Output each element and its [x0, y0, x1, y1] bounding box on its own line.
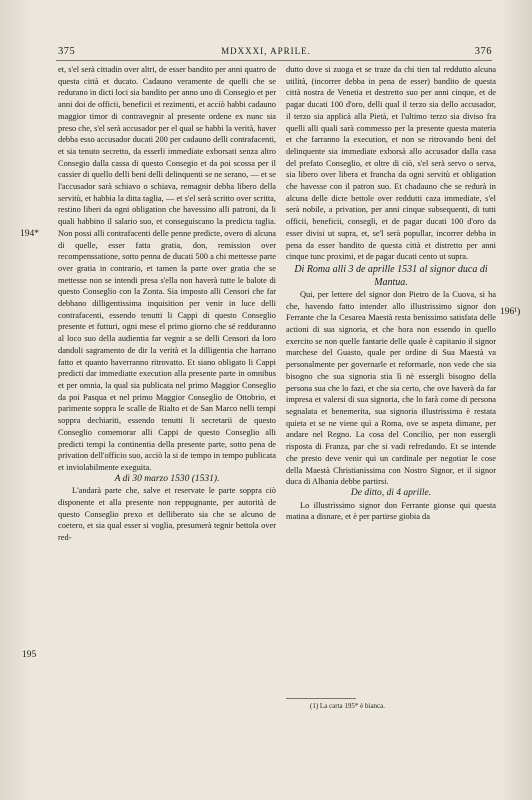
- left-page-number: 375: [58, 46, 76, 57]
- right-page-number: 376: [474, 46, 492, 57]
- right-paragraph-2: Qui, per lettere del signor don Pietro de la Cuova, si ha che, havendo fatto intender allo illustrissimo signor don Ferrante che la Cesarea Maestà resta benissimo satisfata delle actioni di sua signoria, et che hora non essendo in quello exercito se non quelle fantarie delle quale è capitanio il signor marchese del Guasto, quale per ordine di Sua Maestà va personalmente per governarle et reformarle, non vede che sia bisogno che sua signoria stia lì nè essergli bisogno della persona sua che lo fazi, et che sia certo, che ove haverà da far impresa et valersi di sua signoria, che lo farà come di persona segnalata et benemerita, sua signoria illustrissima è restata quieta et se ne viene quì a Roma, ove se aspeta dimane, per andare nel Regno. La cosa del Concilio, per non essergli risposta di Franza, par che si vadi refredando. Et se intende che presto deve venir qui un cardinale per negotiar le cose della Maestà Christianissima con Nostro Signor, et il signor duca di Albania debbe partirsi.: [286, 289, 496, 487]
- footnote: (1) La carta 195* è bianca.: [310, 702, 386, 710]
- margin-note-194: 194*: [20, 229, 39, 239]
- right-letter-heading: Di Roma alli 3 de aprille 1531 al signor duca di Mantua.: [294, 263, 488, 288]
- footnote-rule: [286, 698, 356, 699]
- right-paragraph-3: Lo illustrissimo signor don Ferrante gionse qui questa matina a disnare, et è per partirse giobia da: [286, 500, 496, 522]
- running-title: MDXXXI, APRILE.: [221, 46, 311, 56]
- left-column: [58, 64, 276, 544]
- left-section-heading: A dì 30 marzo 1530 (1531).: [114, 473, 220, 484]
- right-paragraph-1: dutto dove si zuoga et se traze da chi tien tal reddutto alcuna utilità, (incorrer debba in pena de esser) bandito de questa città nostra de Venetia et destretto suo per anni cinque, et de pagar ducati 100 d'oro, delli qual il terzo sia dello accusador, il terzo sia applicà alla Pietà, et l'ultimo terzo sia diviso fra quelli alli quali sarà commesso per la presente questa materia et che farranno la execution, et non se ritrovando beni del delinquente sia immediate exborsà allo accusador dalla casa del prefato Conseglio, et oltre di ciò, s'el serà servo o serva, sia libero over libera et francha da ogni servitù et obligation che havesse con il patron suo. Et chadauno che se redurà in alcuna delle dicte bettole over reddutti caza immediate, s'el serà nobile, a privation, per anni cinque subsequenti, di tutti officii, beneficii, consegli, et de pagar ducati 100 d'oro da esser divisi ut supra, et, se'l serà popullar, incorrer debba in pena da esser bandito de questa città et distretto per anni cinque tunc proximi, et de pagar ducati cento ut supra.: [286, 65, 496, 262]
- right-dated-heading: De ditto, di 4 aprille.: [350, 487, 432, 498]
- left-paragraph-2: L'andarà parte che, salve et reservate le parte soppra ciò disponente et alla presente non reppugnante, per autorità de questo Conseglio prexo et delliberato sia che se alcuno de coetero, et sia qual esser si voglia, presumerà tegnir bettola over red-: [58, 486, 276, 543]
- header-rule: [56, 60, 492, 61]
- margin-note-196: 196¹): [500, 307, 521, 317]
- margin-note-195: 195: [22, 650, 37, 660]
- right-column: [286, 64, 496, 523]
- left-paragraph-1: et, s'el serà cittadin over altri, de esser bandito per anni quatro de questa città et ducato. Cadauno veramente de quelli che se redurano in dicti loci sia bandito per anno uno di Consegio et per anni doi de officii, beneficii et rezimenti, et acciò habbi cadauno maggior timor di contravegnir al presente ordene ex nunc sia preso che, s'el serà accusador per el qual se habbi la verità, haver debba esso accusador ducati 200 per cadauno delli contrafacenti, et sia tenuto secretto, da esserli immediate exborsati senza altro Consegio dalla cassa di questo Consegio et da poi scossa per il cassier di quello delli beni delli delinquenti se ne serano, — et se l'accusador sarà schiavo o schiava, remagnir debba libero della servitù, et habbia la ditta taglia, — et s'el serà scritto over scritta, restino liberi da ogni obligation che havessino alli patroni, da li quali habbino il salario suo, et conseguiscano la predicta taglia. Non possi alli contrafacenti delle penne predicte, overo di alcuna di quelle, esser fatta gratia, don, remission over recompenssatione, sotto penna de ducati 500 a chi mettesse parte over gratia in contrario, et tamen la parte over gratia che se mettesse non se intendi presa s'ella non haverà tutte le balote di questo Conseglio con la Zonta. Sia imposto alli Censori che far debbano dilligentissima inquisition per venir in luce delli contrafacenti, essendo tenutti li Cappi di questo Conseglio presente et futturi, ogni mese el primo giorno che sé redduranno al loco suo della audientia far vegnir a se delli Censori da loro dandoli sagramento de dir la verità et la dilligentia che harrano fatto et quanto haverranno ritrovatto. Et siano obligato li Cappi predicti dar immediatte execution alla presente parte in omnibus et per omnia, la qual sia publicata nel primo Maggior Conseglio da poi Pasqua et nel primo Maggior Conseglio de Ottobrio, et parimente soppra le scalle de Rialto et de San Marco nelli tempi soppra dechiariti, essendo tenutti li secretarii de questo Conseglio comemorar alli Cappi de questo Conseglio alli predicti tempi la continentia della presente parte, sotto pena de privation dell'officio suo, acciò la si de tempo in tempo publicata et inviolabilmente exeguita.: [58, 65, 276, 472]
